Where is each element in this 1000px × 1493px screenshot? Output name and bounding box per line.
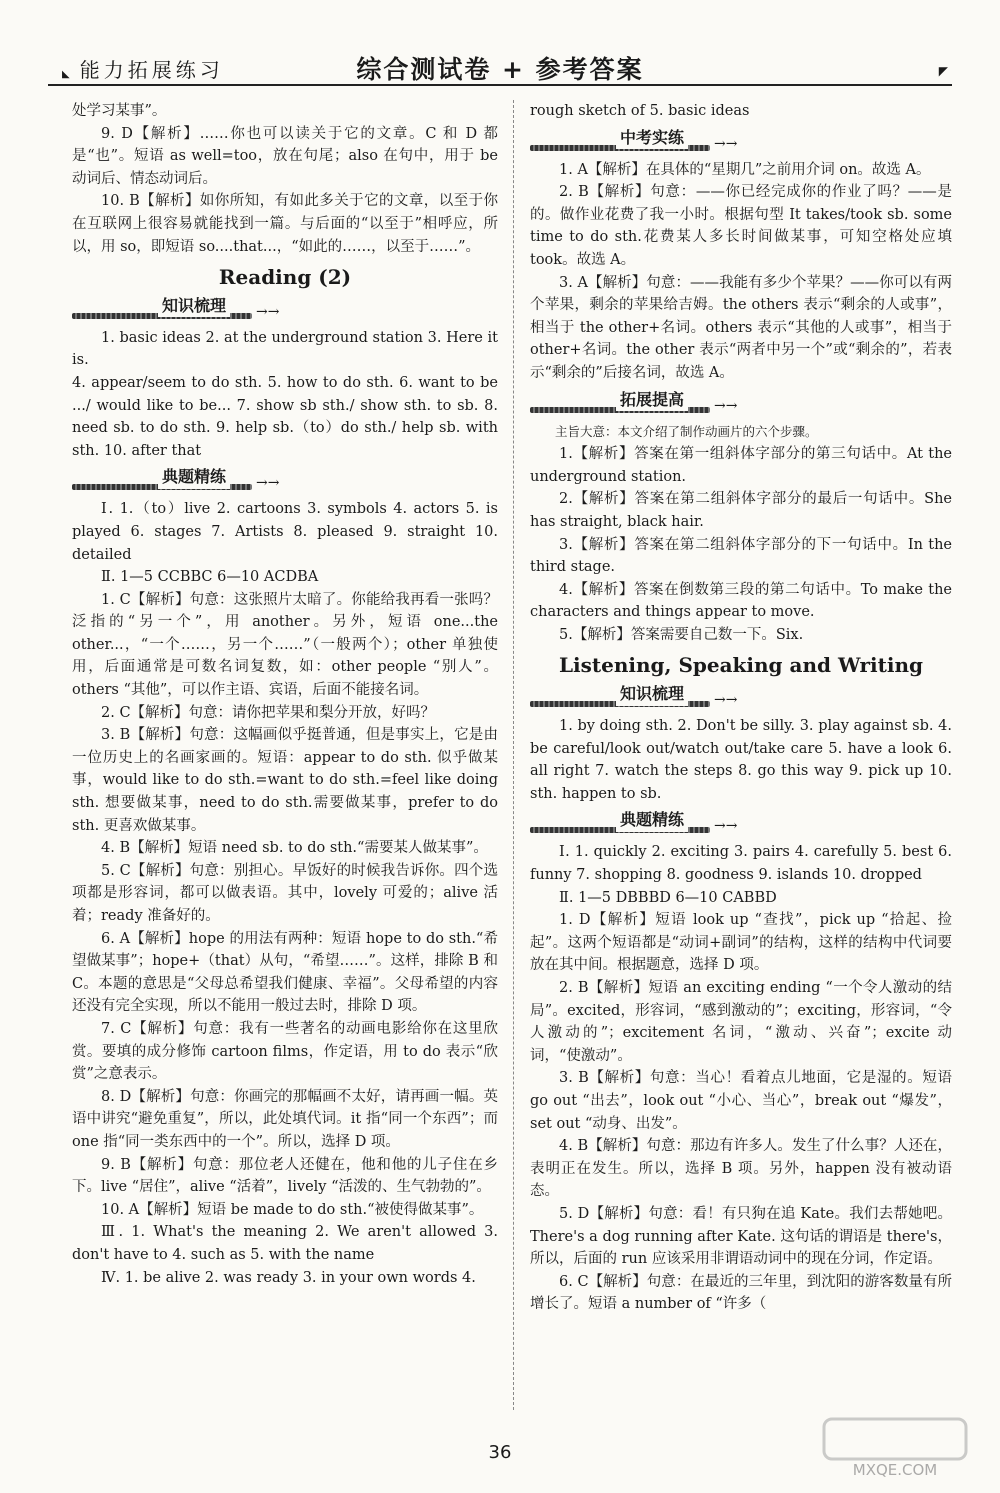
triangle-icon: ◣ [62,69,74,80]
answer-paragraph: 2. B【解析】句意：——你已经完成你的作业了吗？——是的。做作业花费了我一小时。根据句型 It takes/took sb. some time to do sth.花费某人多长时间做某事，可知空格处应填 took。故选 A。 [530,184,952,268]
double-arrow-icon: →→ [256,475,280,492]
answer-paragraph: 3. B【解析】句意：当心！看着点儿地面，它是湿的。短语 go out “出去”，look out “小心、当心”，break out “爆发”，set out “动身、出发”。 [530,1070,952,1132]
section-heading [530,683,952,713]
page-header [48,50,952,86]
answer-paragraph: 10. B【解析】如你所知，有如此多关于它的文章，以至于你在互联网上很容易就能找到一篇。与后面的“以至于”相呼应，所以，用 so，即短语 so....that...，“如此的……，以至于……”。 [72,193,498,255]
section-heading [72,466,498,496]
answer-paragraph: Ⅱ. 1—5 DBBBD 6—10 CABBD [559,889,777,906]
section-heading-label: 中考实练 [616,127,688,150]
answer-paragraph: 1. D【解析】短语 look up “查找”，pick up “拾起、捡起”。这两个短语都是“动词+副词”的结构，这样的结构中代词要放在其中间。根据题意，选择 D 项。 [530,912,952,974]
answer-paragraph: Ⅰ. 1.（to）live 2. cartoons 3. symbols 4. actors 5. is played 6. stages 7. Artists 8. pleased 9. straight 10. detailed [72,501,498,563]
section-heading [530,127,952,157]
answer-paragraph: Ⅲ. 1. What's the meaning 2. We aren't allowed 3. don't have to 4. such as 5. with the name [72,1224,498,1263]
answer-paragraph: 6. A【解析】hope 的用法有两种：短语 hope to do sth.“希望做某事”；hope+（that）从句，“希望……”。这样，排除 B 和 C。本题的意思是“父母总希望我们健康、幸福”。父母希望的内容还没有完全实现，所以不能用一般过去时，排除 D 项。 [72,930,498,1015]
answer-paragraph: 2. C【解析】句意：请你把苹果和梨分开放，好吗？ [101,704,436,721]
answer-paragraph: 10. A【解析】短语 be made to do sth.“被使得做某事”。 [101,1201,484,1218]
page-number: 36 [488,1442,512,1463]
answer-paragraph: 4.【解析】答案在倒数第三段的第二句话中。To make the characters and things appear to move. [530,581,952,621]
section-heading [530,809,952,839]
answer-paragraph: 1. basic ideas 2. at the underground station 3. Here it is. [72,329,498,369]
unit-title: Listening, Speaking and Writing [558,653,924,678]
section-heading-label: 拓展提高 [616,389,688,412]
answer-paragraph: 5. D【解析】句意：看！有只狗在追 Kate。我们去帮她吧。There's a dog running after Kate. 这句话的谓语是 there's，所以，后面的 run 应该采用非谓语动词中的现在分词，作定语。 [530,1205,952,1268]
section-heading-label: 典题精练 [158,466,230,489]
section-heading-label: 知识梳理 [158,295,230,318]
watermark-text: MXQE.COM [852,1461,938,1479]
answer-paragraph: Ⅳ. 1. be alive 2. was ready 3. in your own words 4. [101,1269,476,1286]
answer-paragraph: 9. B【解析】句意：那位老人还健在，他和他的儿子住在乡下。live “居住”，alive “活着”，lively “活泼的、生气勃勃的”。 [72,1156,498,1196]
unit-title: Reading (2) [218,265,352,290]
answer-paragraph: 7. C【解析】句意：我有一些著名的动画电影给你在这里欣赏。要填的成分修饰 cartoon films，作定语，用 to do 表示“欣赏”之意表示。 [72,1020,498,1083]
section-heading [72,295,498,325]
watermark-logo [820,1415,970,1481]
section-heading [530,389,952,419]
answer-paragraph: 4. appear/seem to do sth. 5. how to do sth. 6. want to be .../ would like to be... 7. show sb sth./ show sth. to sb. 8. need sb. to do sth. 9. help sb.（to）do sth./ help sb. with sth. 10. after that [72,374,498,459]
answer-paragraph: rough sketch of 5. basic ideas [530,103,750,119]
answer-paragraph: 9. D【解析】……你也可以读关于它的文章。C 和 D 都是“也”。短语 as well=too，放在句尾；also 在句中，用于 be 动词后、情态动词后。 [72,125,498,187]
answer-paragraph: 4. B【解析】短语 need sb. to do sth.“需要某人做某事”。 [101,840,488,857]
section-heading-label: 典题精练 [616,809,688,832]
answer-paragraph: 1.【解析】答案在第一组斜体字部分的第三句话中。At the underground station. [530,446,952,485]
right-column [530,100,952,1316]
answer-paragraph: 8. D【解析】句意：你画完的那幅画不太好，请再画一幅。英语中讲究“避免重复”，所以，此处填代词。it 指“同一个东西”；而 one 指“同一类东西中的一个”。所以，选择 D 项。 [72,1088,498,1150]
answer-paragraph: 1. C【解析】句意：这张照片太暗了。你能给我再看一张吗？泛指的“另一个”，用 another。另外，短语 one...the other...，“一个……，另一个……”（一般两个）；other 单独使用，后面通常是可数名词复数，如：other people “别人”。others “其他”，可以作主语、宾语，后面不能接名词。 [72,591,498,699]
double-arrow-icon: →→ [256,303,280,320]
answer-paragraph: 5. C【解析】句意：别担心。早饭好的时候我告诉你。四个选项都是形容词，都可以做表语。其中，lovely 可爱的；alive 活着；ready 准备好的。 [72,862,498,924]
answer-paragraph: 2. B【解析】短语 an exciting ending “一个令人激动的结局”。excited，形容词，“感到激动的”；exciting，形容词，“令人激动的”；excitement 名词，“激动、兴奋”；excite 动词，“使激动”。 [530,980,952,1064]
answer-paragraph: 6. C【解析】句意：在最近的三年里，到沈阳的游客数量有所增长了。短语 a number of “许多（ [530,1273,952,1313]
answer-paragraph: 3.【解析】答案在第二组斜体字部分的下一句话中。In the third stage. [530,536,952,576]
answer-paragraph: Ⅱ. 1—5 CCBBC 6—10 ACDBA [101,569,319,586]
header-left-text: 能力拓展练习 [79,58,224,82]
answer-paragraph: Ⅰ. 1. quickly 2. exciting 3. pairs 4. carefully 5. best 6. funny 7. shopping 8. goodness 9. islands 10. dropped [530,844,952,884]
answer-paragraph: 主旨大意：本文介绍了制作动画片的六个步骤。 [555,423,818,439]
double-arrow-icon: →→ [714,397,738,414]
answer-paragraph: 4. B【解析】句意：那边有许多人。发生了什么事？人还在，表明正在发生。所以，选择 B 项。另外，happen 没有被动语态。 [530,1138,952,1200]
answer-paragraph: 2.【解析】答案在第二组斜体字部分的最后一句话中。She has straight, black hair. [530,491,952,530]
header-title: 综合测试卷 + 参考答案 [356,55,644,84]
answer-paragraph: 1. by doing sth. 2. Don't be silly. 3. play against sb. 4. be careful/look out/watch out/take care 5. have a look 6. all right 7. watch the steps 8. go this way 9. pick up 10. sth. happen to sb. [530,718,952,802]
triangle-icon: ◤ [938,64,948,78]
double-arrow-icon: →→ [714,692,738,709]
answer-paragraph: 处学习某事”。 [72,103,167,119]
double-arrow-icon: →→ [714,135,738,152]
double-arrow-icon: →→ [714,818,738,835]
answer-paragraph: 3. B【解析】句意：这幅画似乎挺普通，但是事实上，它是由一位历史上的名画家画的。短语：appear to do sth. 似乎做某事，would like to do sth.=want to do sth.=feel like doing sth. 想要做某事，need to do sth.需要做某事，prefer to do sth. 更喜欢做某事。 [72,727,498,834]
left-column [72,100,498,1289]
section-heading-label: 知识梳理 [616,683,688,706]
answer-paragraph: 1. A【解析】在具体的“星期几”之前用介词 on。故选 A。 [559,161,931,178]
answer-paragraph: 5.【解析】答案需要自己数一下。Six. [559,626,804,643]
answer-paragraph: 3. A【解析】句意：——我能有多少个苹果？——你可以有两个苹果，剩余的苹果给吉姆。the others 表示“剩余的人或事”，相当于 the other+名词。others 表示“其他的人或事”，相当于 other+名词。the other 表示“两者中另一个”或“剩余的”，若表示“剩余的”后接名词，故选 A。 [530,274,952,381]
column-divider [513,100,514,1410]
